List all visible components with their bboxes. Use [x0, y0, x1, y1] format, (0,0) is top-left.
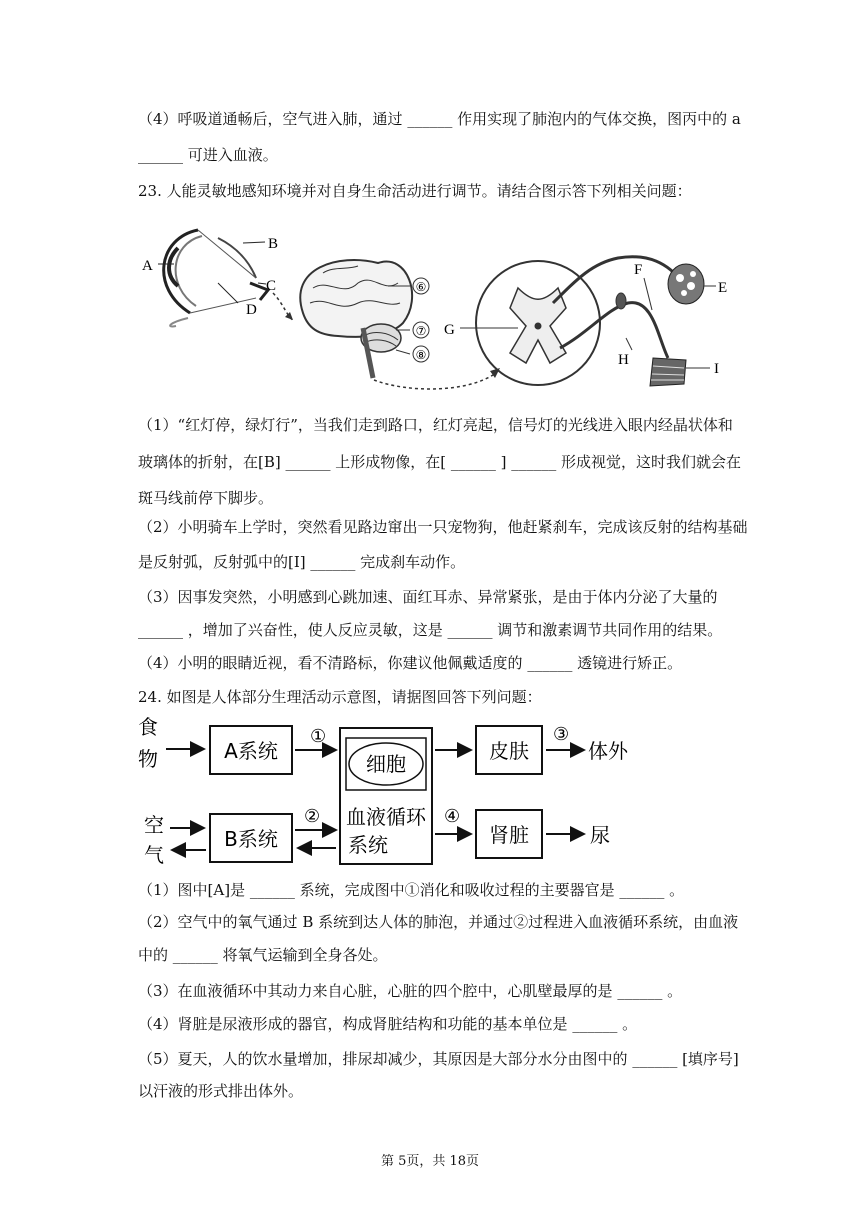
outside-label: 体外: [588, 739, 628, 763]
q24-p4: （4）肾脏是尿液形成的器官，构成肾脏结构和功能的基本单位是 ______ 。: [138, 1015, 638, 1033]
q23-p3-line2: ______ ，增加了兴奋性，使人反应灵敏，这是 ______ 调节和激素调节共同作用的结果。: [138, 621, 723, 639]
nervous-system-figure: [138, 208, 738, 408]
q23-p2-line2: 是反射弧，反射弧中的[I] ______ 完成刹车动作。: [138, 553, 466, 571]
q24-p5-line1: （5）夏天，人的饮水量增加，排尿却减少，其原因是大部分水分由图中的 ______ [填序号]: [138, 1050, 739, 1068]
q23-p3-line1: （3）因事发突然，小明感到心跳加速、面红耳赤、异常紧张，是由于体内分泌了大量的: [138, 588, 718, 606]
label-f: F: [634, 262, 643, 278]
q23-title: 23. 人能灵敏地感知环境并对自身生命活动进行调节。请结合图示答下列相关问题：: [138, 182, 692, 200]
cell-label: 细胞: [366, 752, 406, 776]
physiology-flowchart: [138, 714, 638, 874]
b-system-label: B系统: [224, 827, 278, 851]
q24-p5-line2: 以汗液的形式排出体外。: [138, 1082, 304, 1100]
a-system-label: A系统: [224, 739, 278, 763]
label-6: ⑥: [415, 280, 427, 294]
q23-p4: （4）小明的眼睛近视，看不清路标，你建议他佩戴适度的 ______ 透镜进行矫正。: [138, 654, 683, 672]
q23-p1-line1: （1）“红灯停，绿灯行”，当我们走到路口，红灯亮起，信号灯的光线进入眼内经晶状体和: [138, 416, 733, 434]
label-g: G: [444, 322, 455, 338]
q22-part4-line2: ______ 可进入血液。: [138, 146, 278, 164]
circle-1-label: ①: [310, 726, 327, 747]
q23-p1-line3: 斑马线前停下脚步。: [138, 489, 274, 507]
circle-4-label: ④: [444, 806, 461, 827]
q24-p2-line2: 中的 ______ 将氧气运输到全身各处。: [138, 946, 388, 964]
q24-p1: （1）图中[A]是 ______ 系统，完成图中①消化和吸收过程的主要器官是 ______ 。: [138, 881, 685, 899]
label-i: I: [714, 361, 719, 377]
label-7: ⑦: [415, 324, 427, 338]
q24-title: 24. 如图是人体部分生理活动示意图，请据图回答下列问题：: [138, 688, 542, 706]
circle-3-label: ③: [553, 724, 570, 745]
air-label-1: 空: [144, 813, 164, 837]
circulatory-label-1: 血液循环: [346, 805, 426, 829]
page-footer: 第 5页，共 18页: [380, 1154, 480, 1169]
brain-diagram: [300, 260, 412, 378]
label-8: ⑧: [415, 348, 427, 362]
receptor-e: [668, 264, 704, 304]
effector-i: [650, 358, 686, 386]
label-h: H: [618, 352, 629, 368]
food-label-1: 食: [138, 715, 158, 739]
brain-to-spinal-arrow: [374, 373, 496, 389]
label-c: C: [266, 278, 277, 294]
kidney-label: 肾脏: [489, 823, 529, 847]
label-e: E: [718, 280, 728, 296]
label-a: A: [142, 258, 153, 274]
skin-label: 皮肤: [489, 739, 529, 763]
air-label-2: 气: [144, 843, 164, 867]
q24-p2-line1: （2）空气中的氧气通过 B 系统到达人体的肺泡，并通过②过程进入血液循环系统，由血液: [138, 913, 739, 931]
label-b: B: [268, 236, 279, 252]
q24-p3: （3）在血液循环中其动力来自心脏，心脏的四个腔中，心肌壁最厚的是 ______ 。: [138, 982, 683, 1000]
q22-part4-line1: （4）呼吸道通畅后，空气进入肺，通过 ______ 作用实现了肺泡内的气体交换，图丙中的 a: [138, 110, 741, 128]
circle-2-label: ②: [304, 806, 321, 827]
food-label-2: 物: [138, 747, 158, 771]
q23-p1-line2: 玻璃体的折射，在[B] ______ 上形成物像，在[ ______ ] ______ 形成视觉，这时我们就会在: [138, 453, 742, 471]
urine-label: 尿: [590, 823, 610, 847]
label-d: D: [246, 302, 257, 318]
q23-p2-line1: （2）小明骑车上学时，突然看见路边窜出一只宠物狗，他赶紧刹车，完成该反射的结构基础: [138, 518, 748, 536]
circulatory-label-2: 系统: [348, 833, 388, 857]
